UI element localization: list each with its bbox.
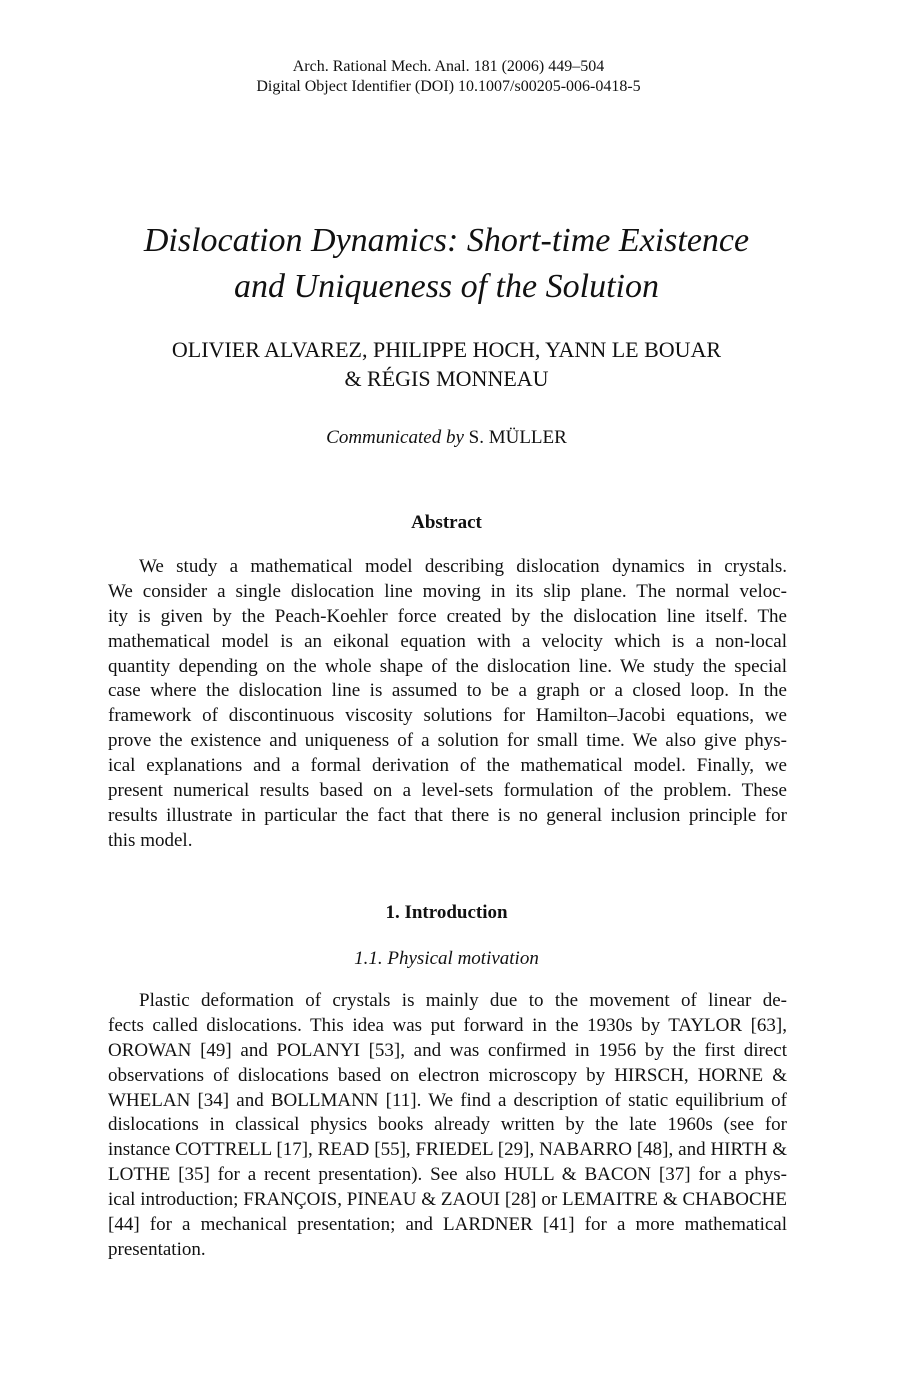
- body-line: [44] for a mechanical presentation; and LARDNER [41] for a more mathematical: [108, 1214, 787, 1236]
- paper-title: [0, 218, 893, 310]
- abstract-line: ical explanations and a formal derivation of the mathematical model. Finally, we: [108, 755, 787, 777]
- body-line: ical introduction; FRANÇOIS, PINEAU & ZAOUI [28] or LEMAITRE & CHABOCHE: [108, 1189, 787, 1211]
- introduction-body: [108, 989, 787, 1263]
- body-line: dislocations in classical physics books already written by the late 1960s (see for: [108, 1114, 787, 1136]
- abstract-heading: Abstract: [411, 512, 482, 533]
- abstract-line: results illustrate in particular the fact that there is no general inclusion principle for: [108, 804, 787, 826]
- body-line: OROWAN [49] and POLANYI [53], and was confirmed in 1956 by the first direct: [108, 1039, 787, 1061]
- body-line: Plastic deformation of crystals is mainly due to the movement of linear de-: [139, 990, 787, 1011]
- authors-line-1: OLIVIER ALVAREZ, PHILIPPE HOCH, YANN LE BOUAR: [171, 337, 722, 362]
- abstract-line: case where the dislocation line is assumed to be a graph or a closed loop. In the: [108, 680, 787, 702]
- abstract-line: ity is given by the Peach-Koehler force created by the dislocation line itself. The: [108, 605, 787, 627]
- section-heading-introduction: 1. Introduction: [385, 902, 508, 923]
- abstract-line: mathematical model is an eikonal equation with a velocity which is a non-local: [108, 630, 787, 652]
- abstract-line: present numerical results based on a level-sets formulation of the problem. These: [108, 780, 787, 802]
- abstract-line: this model.: [108, 829, 193, 851]
- body-line: instance COTTRELL [17], READ [55], FRIEDEL [29], NABARRO [48], and HIRTH &: [108, 1139, 787, 1161]
- author-list: [0, 335, 893, 393]
- body-line: WHELAN [34] and BOLLMANN [11]. We find a description of static equilibrium of: [108, 1089, 787, 1111]
- abstract-line: We consider a single dislocation line moving in its slip plane. The normal veloc-: [108, 580, 787, 602]
- communicating-editor: S. MÜLLER: [468, 427, 567, 448]
- abstract-line: prove the existence and uniqueness of a solution for small time. We also give phys-: [108, 730, 787, 752]
- journal-citation: Arch. Rational Mech. Anal. 181 (2006) 449–504: [292, 58, 605, 75]
- subsection-heading-physical-motivation: 1.1. Physical motivation: [354, 948, 539, 969]
- body-line: observations of dislocations based on electron microscopy by HIRSCH, HORNE &: [108, 1064, 787, 1086]
- doi-line: Digital Object Identifier (DOI) 10.1007/s00205-006-0418-5: [256, 78, 641, 95]
- abstract-line: quantity depending on the whole shape of the dislocation line. We study the special: [108, 655, 787, 677]
- title-line-2: and Uniqueness of the Solution: [234, 268, 659, 305]
- abstract-line: We study a mathematical model describing dislocation dynamics in crystals.: [139, 556, 787, 577]
- body-line: LOTHE [35] for a recent presentation). See also HULL & BACON [37] for a phys-: [108, 1164, 787, 1186]
- journal-header: [0, 57, 897, 97]
- abstract-line: framework of discontinuous viscosity solutions for Hamilton–Jacobi equations, we: [108, 705, 787, 727]
- authors-line-2: & RÉGIS MONNEAU: [344, 366, 549, 391]
- communicated-by: [0, 425, 893, 451]
- communicated-prefix: Communicated by: [326, 427, 464, 448]
- body-line: presentation.: [108, 1238, 206, 1260]
- body-line: fects called dislocations. This idea was put forward in the 1930s by TAYLOR [63],: [108, 1014, 787, 1036]
- abstract-body: [108, 555, 787, 854]
- title-line-1: Dislocation Dynamics: Short-time Existence: [143, 222, 750, 259]
